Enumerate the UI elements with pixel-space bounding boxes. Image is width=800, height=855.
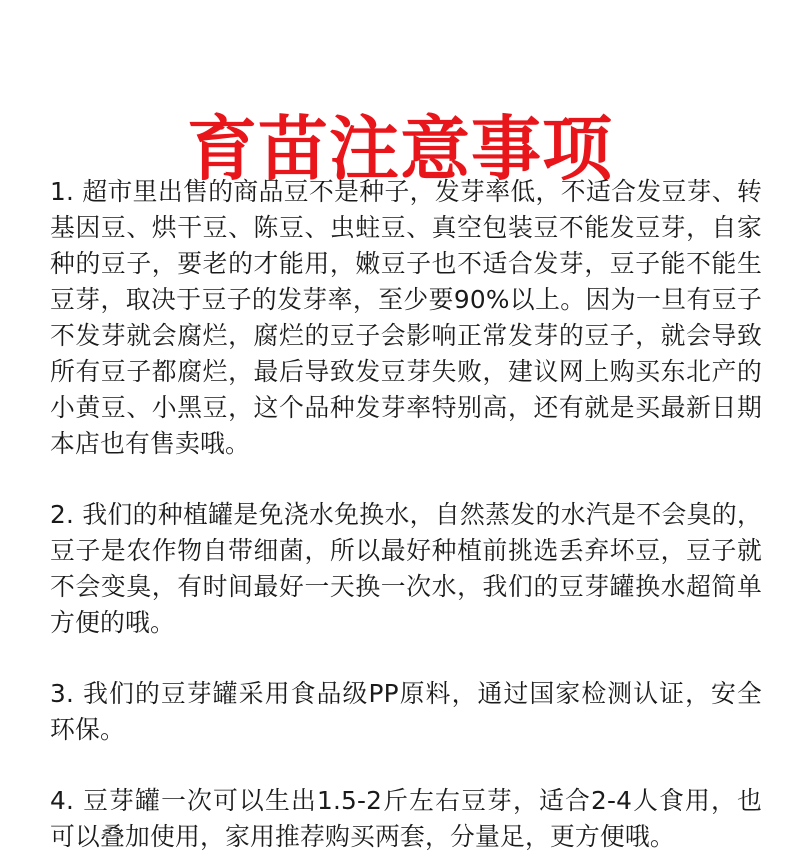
note-paragraph-3: 3. 我们的豆芽罐采用食品级PP原料，通过国家检测认证，安全环保。 — [50, 679, 762, 744]
note-paragraph-2: 2. 我们的种植罐是免浇水免换水，自然蒸发的水汽是不会臭的，豆子是农作物自带细菌，所以最好种植前挑选丢弃坏豆，豆子就不会变臭，有时间最好一天换一次水，我们的豆芽罐换水超简单方便的哦。 — [50, 500, 762, 637]
page-title: 育苗注意事项 — [187, 107, 613, 190]
notes-list — [50, 174, 762, 855]
note-paragraph-4: 4. 豆芽罐一次可以生出1.5-2斤左右豆芽，适合2-4人食用，也可以叠加使用，家用推荐购买两套，分量足，更方便哦。 — [50, 786, 762, 851]
note-paragraph-1: 1. 超市里出售的商品豆不是种子，发芽率低，不适合发豆芽、转基因豆、烘干豆、陈豆、虫蛀豆、真空包装豆不能发豆芽，自家种的豆子，要老的才能用，嫩豆子也不适合发芽，豆子能不能生豆芽，取决于豆子的发芽率，至少要90%以上。因为一旦有豆子不发芽就会腐烂，腐烂的豆子会影响正常发芽的豆子，就会导致所有豆子都腐烂，最后导致发豆芽失败，建议网上购买东北产的小黄豆、小黑豆，这个品种发芽率特别高，还有就是买最新日期本店也有售卖哦。 — [50, 177, 762, 458]
